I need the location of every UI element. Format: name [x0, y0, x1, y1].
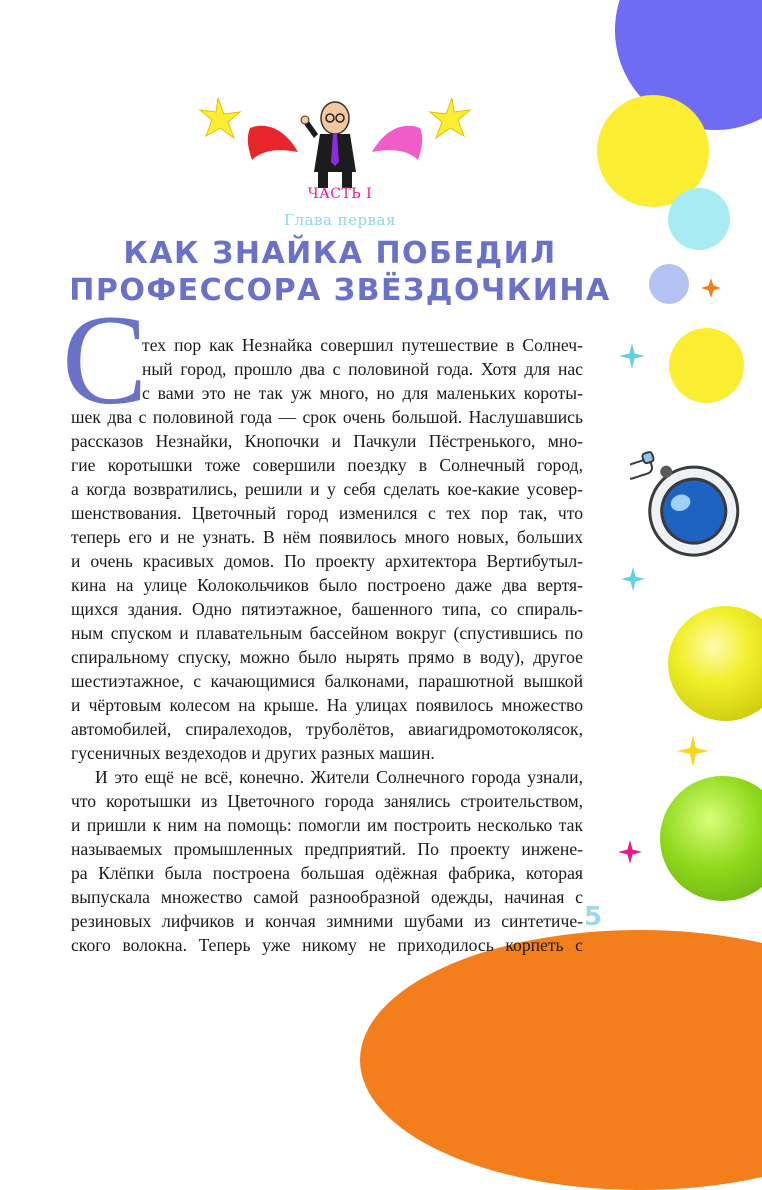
- drop-cap: С: [62, 289, 148, 431]
- body-line: и пришли к ним на помощь: помогли им построить несколько так: [71, 815, 583, 835]
- chapter-title-line-2: ПРОФЕССОРА ЗВЁЗДОЧКИНА: [69, 273, 611, 308]
- body-line: теперь его и не узнать. В нём появилось много новых, больших: [71, 527, 583, 547]
- body-line: и чёртовым колесом на крыше. На улицах появилось множество: [71, 695, 583, 715]
- planet-lavender-decoration: [649, 264, 689, 304]
- part-label: ЧАСТЬ I: [307, 186, 373, 202]
- body-line: гие коротышки тоже совершили поездку в Солнечный город,: [71, 455, 583, 475]
- body-line: шестиэтажное, с качающимися балконами, парашютной вышкой: [71, 671, 583, 691]
- star-yellow-icon: [676, 734, 710, 768]
- body-line: и очень красивых домов. По проекту архитектора Вертибутыл-: [71, 551, 583, 571]
- body-line: ского волокна. Теперь уже никому не приходилось корпеть с: [71, 935, 583, 955]
- body-line: ный город, прошло два с половиной года. Хотя для нас: [142, 359, 583, 379]
- astronaut-decoration: [630, 436, 750, 571]
- planet-yellow-small-decoration: [669, 328, 744, 403]
- planet-orange-decoration: [360, 930, 762, 1190]
- body-line: тех пор как Незнайка совершил путешествие в Солнеч-: [142, 335, 583, 355]
- body-line: щихся здания. Одно пятиэтажное, башенного типа, со спираль-: [71, 599, 583, 619]
- chapter-label: Глава первая: [284, 211, 396, 229]
- body-line: резиновых лифчиков и кончая зимними шубами из синтетиче-: [71, 911, 583, 931]
- comet-red-icon: [200, 98, 298, 160]
- page-number: 5: [584, 902, 603, 932]
- comet-pink-icon: [372, 98, 470, 160]
- planet-green-decoration: [660, 776, 762, 901]
- body-line: кина на улице Колокольчиков было построено даже два вертя-: [71, 575, 583, 595]
- body-line: спиральному спуску, можно было нырять прямо в воду), другое: [71, 647, 583, 667]
- body-line: шенствования. Цветочный город изменился с тех пор так, что: [71, 503, 583, 523]
- planet-cyan-decoration: [668, 188, 730, 250]
- star-pink-icon: [617, 839, 643, 865]
- body-line: ным спуском и плавательным бассейном вокруг (спустившись по: [71, 623, 583, 643]
- body-line: рассказов Незнайки, Кнопочки и Пачкули Пёстренького, мно-: [71, 431, 583, 451]
- body-line: гусеничных вездеходов и других разных машин.: [71, 743, 435, 763]
- star-cyan-icon: [620, 566, 646, 592]
- body-line: с вами это не так уж много, но для маленьких короты-: [142, 383, 583, 403]
- znayka-character-icon: [301, 102, 356, 188]
- body-line: ра Клёпки была построена большая одёжная фабрика, которая: [71, 863, 583, 883]
- body-line: автомобилей, спиралеходов, труболётов, авиагидромотоколясок,: [71, 719, 583, 739]
- chapter-title-line-1: КАК ЗНАЙКА ПОБЕДИЛ: [123, 236, 557, 271]
- body-line: выпускала множество самой разнообразной одежды, начиная с: [71, 887, 583, 907]
- body-line: что коротышки из Цветочного города занялись строительством,: [71, 791, 583, 811]
- body-line: называемых промышленных предприятий. По проекту инжене-: [71, 839, 583, 859]
- body-line: а когда возвратились, решили и у себя сделать кое-какие усовер-: [71, 479, 583, 499]
- star-cyan-icon: [618, 342, 646, 370]
- header-illustration: [190, 90, 480, 200]
- body-line: шек два с половиной года — срок очень большой. Наслушавшись: [71, 407, 583, 427]
- star-orange-icon: [700, 277, 722, 299]
- planet-glossy-yellow-decoration: [668, 606, 762, 721]
- body-line: И это ещё не всё, конечно. Жители Солнечного города узнали,: [95, 767, 583, 787]
